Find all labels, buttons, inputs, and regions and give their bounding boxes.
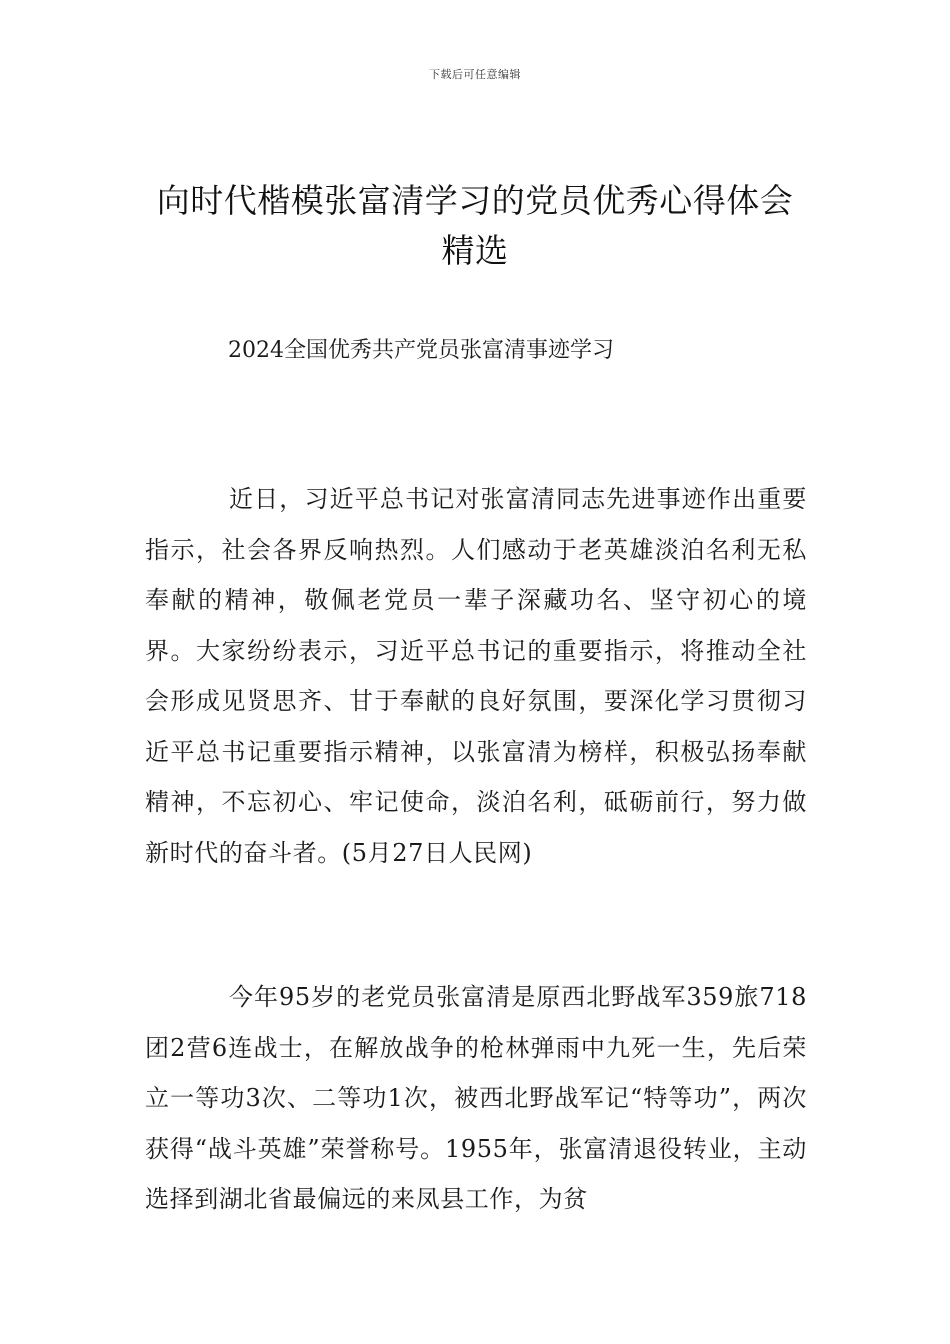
document-title: 向时代楷模张富清学习的党员优秀心得体会精选 (156, 181, 794, 270)
body-paragraph-2: 今年95岁的老党员张富清是原西北野战军359旅718团2营6连战士，在解放战争的枪林弹雨中九死一生，先后荣立一等功3次、二等功1次，被西北野战军记“特等功”，两次获得“战斗英雄”荣誉称号。1955年，张富清退役转业，主动选择到湖北省最偏远的来凤县工作，为贫 (145, 983, 807, 1213)
header-note: 下载后可任意编辑 (429, 68, 521, 81)
document-subtitle: 2024全国优秀共产党员张富清事迹学习 (228, 338, 614, 363)
body-paragraph-1: 近日，习近平总书记对张富清同志先进事迹作出重要指示，社会各界反响热烈。人们感动于老英雄淡泊名利无私奉献的精神，敬佩老党员一辈子深藏功名、坚守初心的境界。大家纷纷表示，习近平总书记的重要指示，将推动全社会形成见贤思齐、甘于奉献的良好氛围，要深化学习贯彻习近平总书记重要指示精神，以张富清为榜样，积极弘扬奉献精神，不忘初心、牢记使命，淡泊名利，砥砺前行，努力做新时代的奋斗者。(5月27日人民网) (145, 485, 807, 867)
